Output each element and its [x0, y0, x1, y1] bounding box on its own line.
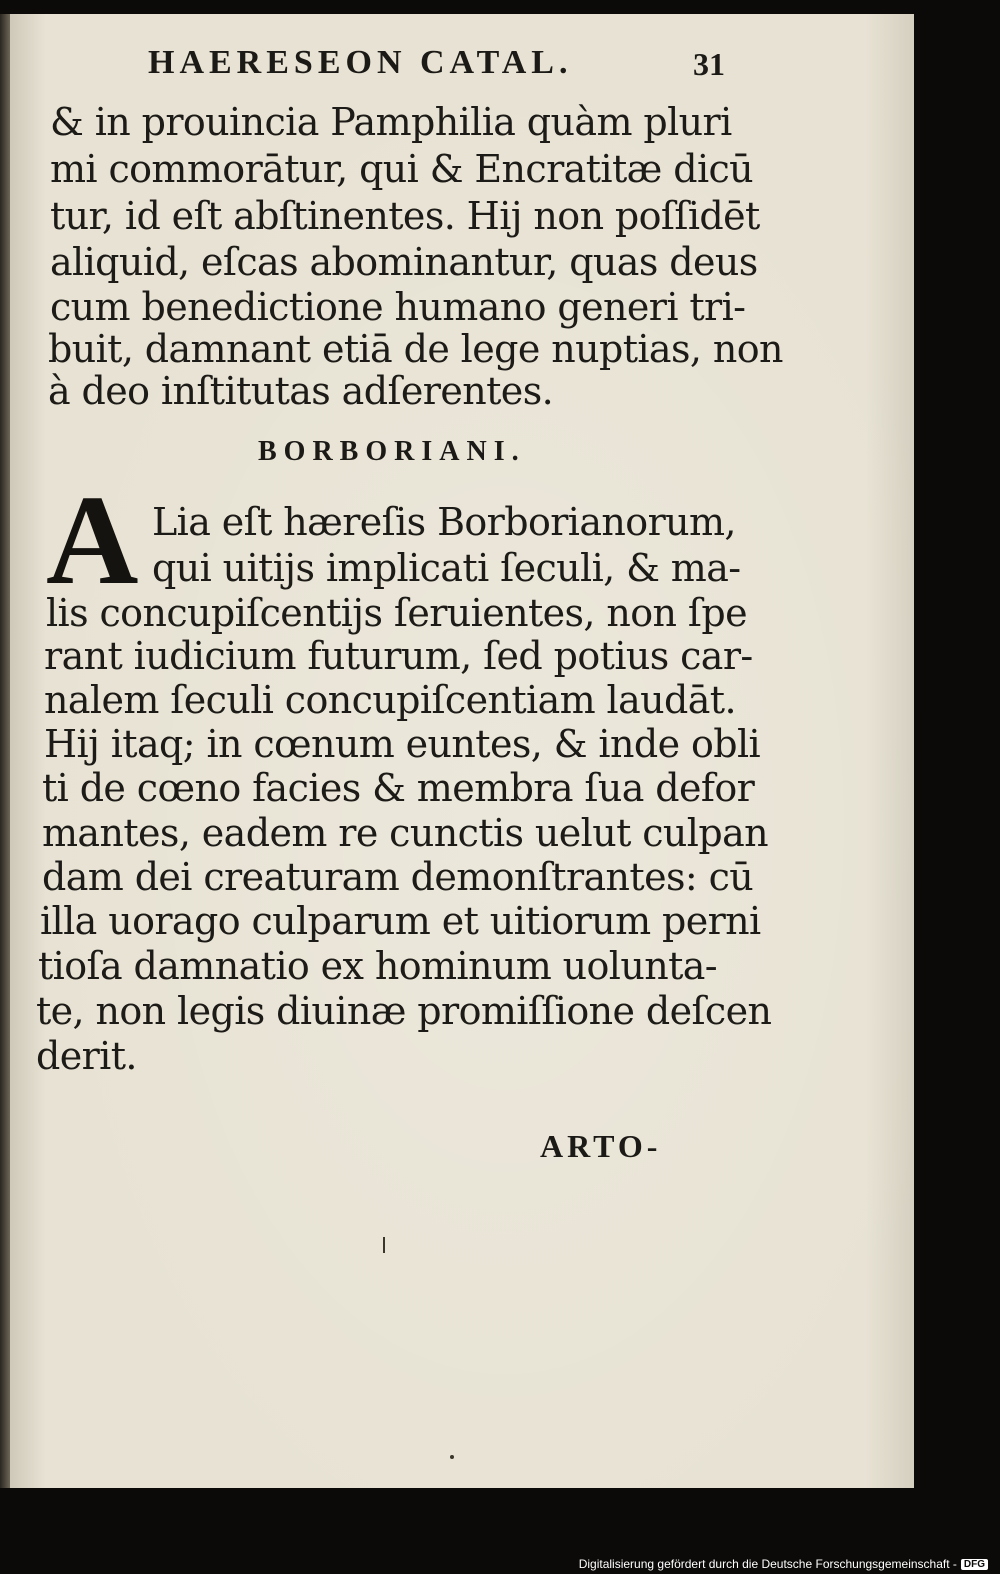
text-line: rant iudicium futurum, ſed potius car-: [44, 634, 753, 678]
catchword: ARTO-: [540, 1128, 662, 1164]
text-line: te, non legis diuinæ promiſſione deſcen: [36, 989, 772, 1033]
text-line: tioſa damnatio ex hominum uolunta-: [38, 944, 718, 988]
ink-speck: [450, 1455, 454, 1459]
text-line: qui uitijs implicati ſeculi, & ma-: [152, 546, 741, 590]
running-head: HAERESEON CATAL.: [148, 44, 573, 81]
text-line: buit, damnant etiā de lege nuptias, non: [48, 327, 783, 371]
page-number: 31: [693, 46, 725, 82]
text-line: & in prouincia Pamphilia quàm pluri: [50, 100, 732, 144]
page-gutter: [0, 14, 10, 1488]
text-line: derit.: [36, 1034, 137, 1078]
ink-speck: [383, 1237, 385, 1253]
credit-text: Digitalisierung gefördert durch die Deutsche Forschungsgemeinschaft -: [578, 1557, 957, 1571]
text-line: à deo inſtitutas adſerentes.: [48, 369, 554, 413]
text-line: aliquid, eſcas abominantur, quas deus: [50, 240, 758, 284]
text-line: ti de cœno facies & membra ſua defor: [42, 766, 755, 810]
text-line: cum benedictione humano generi tri-: [50, 285, 746, 329]
text-line: mantes, eadem re cunctis uelut culpan: [42, 811, 768, 855]
dfg-logo: DFG: [961, 1559, 988, 1570]
text-line: tur, id eſt abſtinentes. Hij non poſſidēt: [50, 194, 760, 238]
text-line: nalem ſeculi concupiſcentiam laudāt.: [44, 678, 736, 722]
text-line: Hij itaq; in cœnum euntes, & inde obli: [44, 722, 761, 766]
text-line: Lia eſt hæreſis Borborianorum,: [152, 500, 736, 544]
text-line: dam dei creaturam demonſtrantes: cū: [42, 855, 754, 899]
text-line: mi commorātur, qui & Encratitæ dicū: [50, 147, 754, 191]
section-heading: BORBORIANI.: [258, 436, 526, 467]
text-line: illa uorago culparum et uitiorum perni: [40, 899, 761, 943]
text-line: lis concupiſcentijs ſeruientes, non ſpe: [46, 591, 747, 635]
decorated-initial: A: [46, 469, 139, 611]
digitization-credit: [579, 1557, 988, 1571]
